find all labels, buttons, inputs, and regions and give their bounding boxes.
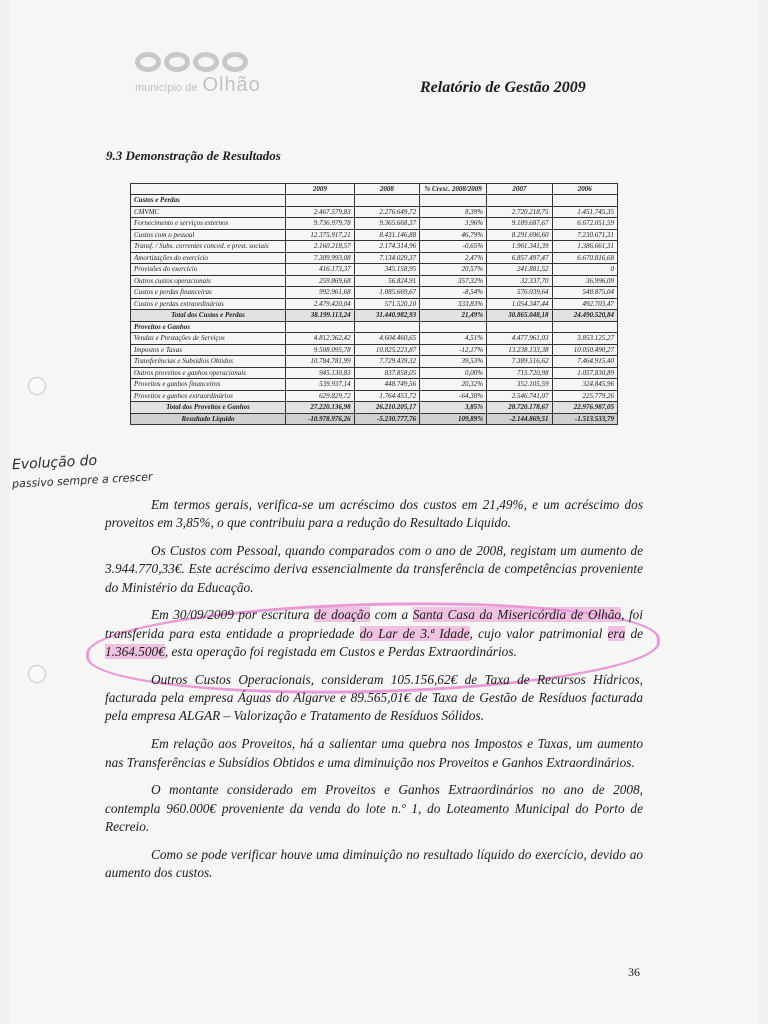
table-cell: Outros proveitos e ganhos operacionais xyxy=(131,367,286,379)
table-cell: 7.729.439,32 xyxy=(354,356,419,368)
table-cell: Custos e perdas extraordinárias xyxy=(131,298,286,310)
handwritten-note-line2: passivo sempre a crescer xyxy=(11,470,153,491)
table-cell: 548.875,04 xyxy=(552,287,617,299)
table-cell: 259.869,68 xyxy=(286,275,355,287)
paragraph-costs-summary: Em termos gerais, verifica-se um acréscimo dos custos em 21,49%, e um acréscimo dos proveitos em 3,85%, o que contribuiu para a redução do Resultado Liquido. xyxy=(105,497,643,531)
table-cell xyxy=(420,321,487,333)
table-cell xyxy=(552,195,617,207)
table-row xyxy=(131,287,618,299)
table-cell: Provisões do exercício xyxy=(131,264,286,276)
table-cell: 8,39% xyxy=(420,206,487,218)
table-group-row xyxy=(131,195,618,207)
logo-text: município de xyxy=(135,82,198,94)
table-total-row xyxy=(131,402,618,414)
highlight-de-doacao: de doação xyxy=(313,607,371,623)
table-cell: 7.389.516,62 xyxy=(487,356,552,368)
municipality-logo xyxy=(135,52,335,106)
highlight-value: 1.364.500€ xyxy=(105,644,165,660)
table-cell xyxy=(487,321,552,333)
table-cell: 30.865.048,18 xyxy=(487,310,552,322)
table-cell: Transf. / Subs. correntes conced. e prest. sociais xyxy=(131,241,286,253)
table-cell: -12,17% xyxy=(420,344,487,356)
table-cell: 571.520,10 xyxy=(354,298,419,310)
table-cell xyxy=(354,321,419,333)
table-cell: 9.508.095,78 xyxy=(286,344,355,356)
table-cell: 715.720,98 xyxy=(487,367,552,379)
table-cell: 20,32% xyxy=(420,379,487,391)
table-cell: -1.513.533,79 xyxy=(552,413,617,425)
table-cell: Proveitos e ganhos financeiros xyxy=(131,379,286,391)
table-header xyxy=(131,184,286,195)
paragraph-personnel-costs: Os Custos com Pessoal, quando comparados com o ano de 2008, registam um aumento de 3.944.770,33€. Este acréscimo deriva essencialmente da transferência de competências proveniente do Ministério da Educação. xyxy=(105,543,643,595)
table-cell: 9.189.687,67 xyxy=(487,218,552,230)
table-body xyxy=(131,195,618,425)
table-cell: Fornecimento e serviços externos xyxy=(131,218,286,230)
table-cell: 4.604.460,65 xyxy=(354,333,419,345)
table-row xyxy=(131,241,618,253)
table-header: 2009 xyxy=(286,184,355,195)
table-cell: 1.054.347,44 xyxy=(487,298,552,310)
table-cell: 2.479.420,04 xyxy=(286,298,355,310)
table-cell: Total dos Proveitos e Ganhos xyxy=(131,402,286,414)
table-cell: 0 xyxy=(552,264,617,276)
table-header: 2007 xyxy=(487,184,552,195)
table-cell: Outros custos operacionais xyxy=(131,275,286,287)
table-cell: 9.736.979,78 xyxy=(286,218,355,230)
table-cell: Transferências e Subsídios Obtidos xyxy=(131,356,286,368)
table-cell: 38.199.113,24 xyxy=(286,310,355,322)
paragraph-extraordinary: O montante considerado em Proveitos e Ganhos Extraordinários no ano de 2008, contempla 960.000€ proveniente da venda do lote n.º 1, do Loteamento Municipal do Porto de Recreio. xyxy=(105,782,643,834)
table-cell: 2.467.579,83 xyxy=(286,206,355,218)
table-row xyxy=(131,367,618,379)
table-cell: 2.160.218,57 xyxy=(286,241,355,253)
table-cell: -0,65% xyxy=(420,241,487,253)
table-cell: Custos e perdas financeiras xyxy=(131,287,286,299)
table-cell: 3,85% xyxy=(420,402,487,414)
table-cell: Proveitos e ganhos extraordinários xyxy=(131,390,286,402)
table-cell: 7.464.915,40 xyxy=(552,356,617,368)
table-cell: Vendas e Prestações de Serviços xyxy=(131,333,286,345)
highlight-santa-casa: Santa Casa da Misericórdia de Olhão xyxy=(412,607,622,623)
table-cell: 2.174.314,96 xyxy=(354,241,419,253)
logo-brand: Olhão xyxy=(202,74,261,96)
table-cell: 3.853.125,27 xyxy=(552,333,617,345)
table-cell: 492.703,47 xyxy=(552,298,617,310)
table-cell: 992.961,68 xyxy=(286,287,355,299)
table-cell: -2.144.869,51 xyxy=(487,413,552,425)
paragraph-operational-costs: Outros Custos Operacionais, consideram 105.156,62€ de Taxa de Recursos Hídricos, facturada pela empresa Águas do Algarve e 89.565,01€ de Taxa de Gestão de Resíduos facturada pela empresa ALGAR – Valorização e Tratamento de Resíduos Sólidos. xyxy=(105,671,643,724)
table-cell: -5.230.777,76 xyxy=(354,413,419,425)
table-cell: 2.276.649,72 xyxy=(354,206,419,218)
table-cell: 6.672.051,59 xyxy=(552,218,617,230)
table-row xyxy=(131,344,618,356)
table-cell: 6.670.816,68 xyxy=(552,252,617,264)
header-title: Relatório de Gestão 2009 xyxy=(420,79,586,96)
table-cell: 333,83% xyxy=(420,298,487,310)
highlight-lar: do Lar de 3.ª Idade xyxy=(359,625,470,641)
table-row xyxy=(131,264,618,276)
table-row xyxy=(131,379,618,391)
table-cell: 2.720.218,75 xyxy=(487,206,552,218)
table-cell: 576.039,64 xyxy=(487,287,552,299)
table-cell: 46,79% xyxy=(420,229,487,241)
table-cell: 22.976.987,05 xyxy=(552,402,617,414)
table-group-row xyxy=(131,321,618,333)
table-cell: 448.749,56 xyxy=(354,379,419,391)
table-cell: Resultado Líquido xyxy=(131,413,286,425)
table-cell: 4.477.961,03 xyxy=(487,333,552,345)
table-cell: 629.829,72 xyxy=(286,390,355,402)
table-cell: 4,51% xyxy=(420,333,487,345)
table-row xyxy=(131,356,618,368)
table-cell: 4.812.362,42 xyxy=(286,333,355,345)
table-cell: Total dos Custos e Perdas xyxy=(131,310,286,322)
punch-hole-top xyxy=(28,377,46,395)
table-cell: 225.779,26 xyxy=(552,390,617,402)
table-row xyxy=(131,333,618,345)
table-cell: 39,53% xyxy=(420,356,487,368)
paragraph-donation: Em 30/09/2009 por escritura de doação com a Santa Casa da Misericórdia de Olhão, foi transferida para esta entidade a propriedade do Lar de 3.ª Idade, cujo valor patrimonial era de 1.364.500€, esta operação foi registada em Custos e Perdas Extraordinários. xyxy=(105,607,644,660)
table-header-row xyxy=(131,184,618,195)
table-cell: 10.825.223,87 xyxy=(354,344,419,356)
table-cell xyxy=(552,321,617,333)
table-cell: 21,49% xyxy=(420,310,487,322)
table-row xyxy=(131,252,618,264)
table-cell: 416.173,37 xyxy=(286,264,355,276)
table-cell xyxy=(286,321,355,333)
table-cell: 1.085.669,67 xyxy=(354,287,419,299)
table-cell xyxy=(420,195,487,207)
table-header: % Cresc. 2008/2009 xyxy=(420,184,487,195)
table-cell: 8.431.146,88 xyxy=(354,229,419,241)
table-cell: -8,54% xyxy=(420,287,487,299)
table-cell: 1.961.341,39 xyxy=(487,241,552,253)
table-cell: 945.130,83 xyxy=(286,367,355,379)
body-text xyxy=(105,496,643,892)
paragraph-revenues: Em relação aos Proveitos, há a salientar uma quebra nos Impostos e Taxas, um aumento nas Transferências e Subsídios Obtidos e uma diminuição nos Proveitos e Ganhos Extraordinários. xyxy=(105,736,643,770)
table-cell xyxy=(286,195,355,207)
highlight-era: era xyxy=(607,625,626,641)
table-cell: -64,30% xyxy=(420,390,487,402)
table-row xyxy=(131,206,618,218)
table-row xyxy=(131,390,618,402)
table-cell: 10.050.490,27 xyxy=(552,344,617,356)
table-total-row xyxy=(131,310,618,322)
table-cell: 352.105,59 xyxy=(487,379,552,391)
table-cell: 7.134.029,37 xyxy=(354,252,419,264)
income-statement-table xyxy=(130,183,618,425)
page-number: 36 xyxy=(628,965,640,979)
table-cell: 324.845,96 xyxy=(552,379,617,391)
table-cell: Custos com o pessoal xyxy=(131,229,286,241)
table-cell: 10.784.781,99 xyxy=(286,356,355,368)
table-cell: 26.210.205,17 xyxy=(354,402,419,414)
table-cell: 13.238.133,38 xyxy=(487,344,552,356)
table-cell: 31.440.982,93 xyxy=(354,310,419,322)
table-cell: 24.490.520,84 xyxy=(552,310,617,322)
handwritten-note-line1: Evolução do xyxy=(11,452,98,474)
table-cell: 345.158,95 xyxy=(354,264,419,276)
table-row xyxy=(131,229,618,241)
table-cell: 27.220.136,98 xyxy=(286,402,355,414)
table-cell: 1.764.453,72 xyxy=(354,390,419,402)
table-cell: Amortizações do exercício xyxy=(131,252,286,264)
table-cell xyxy=(354,195,419,207)
table-result-row xyxy=(131,413,618,425)
table-header: 2008 xyxy=(354,184,419,195)
table-cell: 56.824,91 xyxy=(354,275,419,287)
table-cell: 1.386.661,31 xyxy=(552,241,617,253)
table-cell: 8.291.696,60 xyxy=(487,229,552,241)
table-row xyxy=(131,298,618,310)
table-cell: 28.720.178,67 xyxy=(487,402,552,414)
section-title: 9.3 Demonstração de Resultados xyxy=(106,148,281,163)
table-cell: 0,00% xyxy=(420,367,487,379)
table-cell: 1.057.830,89 xyxy=(552,367,617,379)
table-cell: 7.309.993,08 xyxy=(286,252,355,264)
table-cell: 2,47% xyxy=(420,252,487,264)
table-row xyxy=(131,275,618,287)
table-cell: 9.365.668,37 xyxy=(354,218,419,230)
table-cell: Impostos e Taxas xyxy=(131,344,286,356)
table-header: 2006 xyxy=(552,184,617,195)
logo-mark-icon xyxy=(135,52,335,72)
table-cell: Custos e Perdas xyxy=(131,195,286,207)
punch-hole-bottom xyxy=(28,665,46,683)
table-cell: 2.546.741,07 xyxy=(487,390,552,402)
paragraph-conclusion: Como se pode verificar houve uma diminuição no resultado líquido do exercício, devido ao aumento dos custos. xyxy=(105,846,643,881)
table-cell: 32.337,70 xyxy=(487,275,552,287)
table-cell: 109,89% xyxy=(420,413,487,425)
table-cell: 20,57% xyxy=(420,264,487,276)
table-cell: 6.857.497,47 xyxy=(487,252,552,264)
table-cell: 357,32% xyxy=(420,275,487,287)
table-cell: 3,96% xyxy=(420,218,487,230)
table-row xyxy=(131,218,618,230)
table-cell: CMVMC xyxy=(131,206,286,218)
table-cell: 12.375.917,21 xyxy=(286,229,355,241)
table-cell: Proveitos e Ganhos xyxy=(131,321,286,333)
table-cell: 539.937,14 xyxy=(286,379,355,391)
table-cell: 7.230.671,31 xyxy=(552,229,617,241)
table-cell: 1.451.745,35 xyxy=(552,206,617,218)
table-cell: 36.996,09 xyxy=(552,275,617,287)
table-cell: 241.881,52 xyxy=(487,264,552,276)
table-cell xyxy=(487,195,552,207)
table-cell: 837.858,05 xyxy=(354,367,419,379)
table-cell: -10.978.976,26 xyxy=(286,413,355,425)
